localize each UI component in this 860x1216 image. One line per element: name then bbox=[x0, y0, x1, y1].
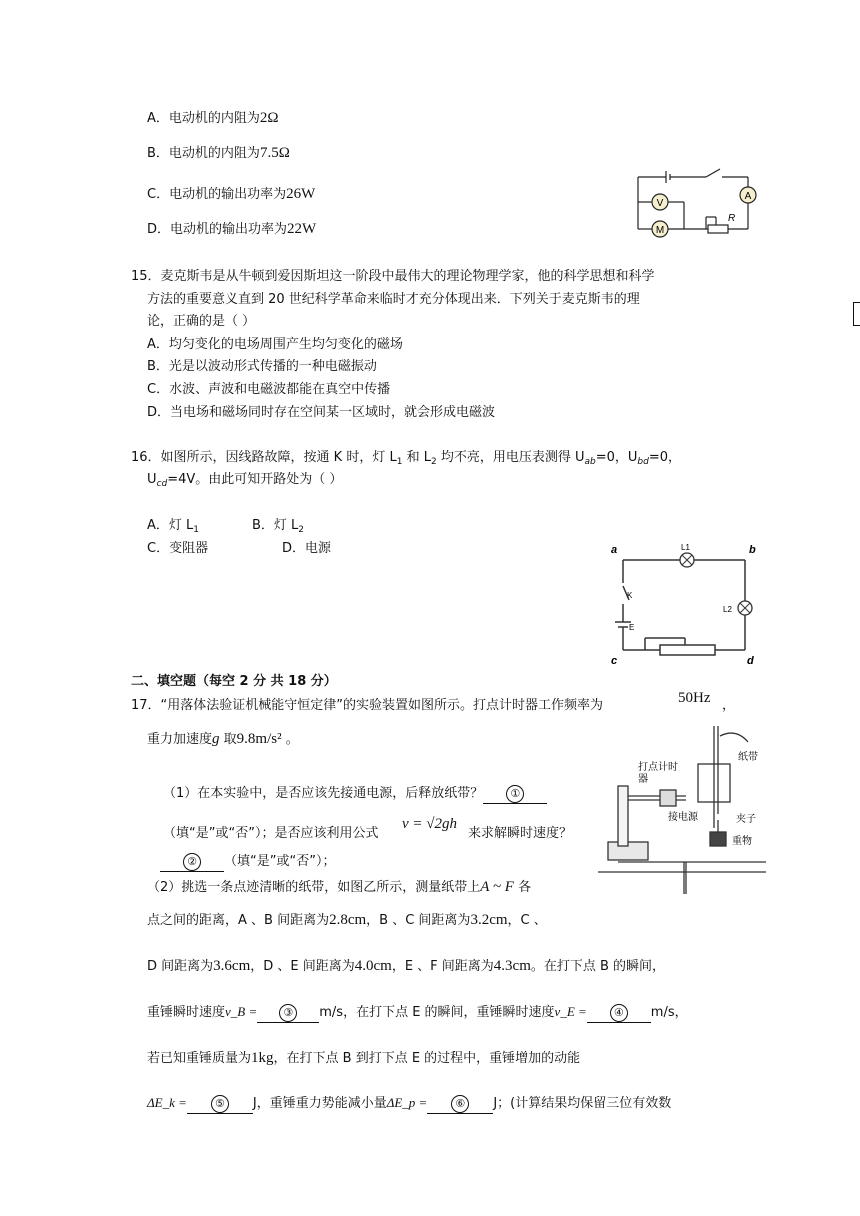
distance-bc: 3.2cm bbox=[470, 912, 508, 928]
subscript: ab bbox=[584, 457, 596, 467]
text: 重力加速度 bbox=[147, 732, 213, 747]
text: 均不亮，用电压表测得 U bbox=[436, 450, 585, 465]
text: ，C 、 bbox=[507, 913, 547, 928]
text: 。在打下点 B 的瞬间， bbox=[530, 959, 666, 974]
text: =0，U bbox=[595, 450, 638, 465]
q17-apparatus-figure bbox=[598, 724, 766, 896]
blank-number: ① bbox=[506, 785, 524, 803]
text: 各 bbox=[513, 880, 532, 895]
option-value: 26W bbox=[286, 186, 316, 202]
q15-option-b: B．光是以波动形式传播的一种电磁振动 bbox=[147, 359, 377, 374]
q17-part2-line-6 bbox=[147, 1092, 671, 1114]
symbol-delta-ek: ΔE_k = bbox=[147, 1095, 187, 1110]
q15-option-c: C．水波、声波和电磁波都能在真空中传播 bbox=[147, 382, 391, 397]
q16-option-a bbox=[147, 514, 199, 535]
text: ，在打下点 B 到打下点 E 的过程中，重锤增加的动能 bbox=[273, 1051, 581, 1066]
symbol-g: g bbox=[212, 731, 220, 747]
text: m/s， bbox=[650, 1005, 688, 1020]
option-value: 7.5Ω bbox=[259, 145, 290, 161]
text: =0， bbox=[648, 450, 682, 465]
gravity-value: 9.8m/s² bbox=[236, 731, 282, 747]
resistor-label: R bbox=[728, 213, 736, 224]
text: 若已知重锤质量为 bbox=[147, 1051, 252, 1066]
q17-stem-line-2 bbox=[147, 728, 299, 748]
q17-stem-line-1 bbox=[131, 694, 603, 713]
timer-label-2: 器 bbox=[638, 774, 648, 785]
symbol-delta-ep: ΔE_p = bbox=[386, 1095, 428, 1110]
text: 。 bbox=[281, 732, 299, 747]
mass-value: 1kg bbox=[251, 1050, 274, 1066]
q16-option-b bbox=[252, 514, 304, 535]
option-value: 2Ω bbox=[259, 110, 279, 126]
subscript: cd bbox=[156, 479, 168, 489]
q14-option-a bbox=[147, 107, 279, 127]
subscript: 1 bbox=[396, 457, 403, 467]
answer-blank-4[interactable] bbox=[587, 1004, 651, 1023]
answer-blank-2[interactable] bbox=[160, 853, 224, 872]
node-b-label: b bbox=[749, 544, 756, 556]
symbol-ve: v_E = bbox=[554, 1004, 587, 1019]
q17-part1-line-2-end: 来求解瞬时速度？ bbox=[468, 826, 573, 841]
answer-blank-1[interactable] bbox=[483, 785, 547, 804]
q17-part1-line-3 bbox=[160, 850, 335, 872]
clip-label: 夹子 bbox=[736, 814, 756, 825]
option-text: 电动机的内阻为 bbox=[168, 111, 260, 126]
subscript: 2 bbox=[430, 457, 437, 467]
option-letter: C． bbox=[147, 187, 170, 202]
node-a-label: a bbox=[611, 544, 618, 556]
q17-part2-line-3 bbox=[147, 955, 665, 975]
q15-option-d: D．当电场和磁场同时存在空间某一区域时，就会形成电磁波 bbox=[147, 405, 496, 420]
distance-ab: 2.8cm bbox=[329, 912, 367, 928]
option-letter: D． bbox=[147, 222, 171, 237]
text: A 、B 间距离为 bbox=[238, 913, 330, 928]
text: （1）在本实验中，是否应该先接通电源，后释放纸带？ bbox=[163, 786, 484, 801]
option-letter: A． bbox=[147, 111, 169, 126]
text: m/s，在打下点 E 的瞬间，重锤瞬时速度 bbox=[319, 1005, 555, 1020]
q17-formula: v = √2gh bbox=[402, 816, 458, 832]
q17-part2-line-4 bbox=[147, 1001, 688, 1023]
q17-part1-line-1 bbox=[163, 782, 547, 804]
subscript: 1 bbox=[193, 525, 200, 535]
q17-comma: ， bbox=[722, 698, 736, 713]
section-title-fill-blank: 二、填空题（每空 2 分 共 18 分） bbox=[131, 674, 337, 689]
text: 重锤瞬时速度 bbox=[147, 1005, 226, 1020]
option-text: 电动机的内阻为 bbox=[168, 146, 260, 161]
answer-blank-6[interactable] bbox=[427, 1095, 493, 1114]
q16-option-c: C．变阻器 bbox=[147, 541, 209, 556]
q14-option-d bbox=[147, 218, 316, 238]
motor-label: M bbox=[655, 225, 665, 236]
option-text: 电动机的输出功率为 bbox=[169, 187, 287, 202]
q16-stem-line-1 bbox=[131, 446, 681, 467]
text: D 间距离为 bbox=[147, 959, 214, 974]
q14-circuit-diagram bbox=[630, 165, 765, 243]
node-d-label: d bbox=[747, 655, 754, 666]
tape-label: 纸带 bbox=[738, 752, 758, 763]
q17-frequency: 50Hz bbox=[678, 690, 711, 706]
weight-label: 重物 bbox=[732, 836, 752, 847]
blank-number: ② bbox=[183, 853, 201, 871]
node-c-label: c bbox=[611, 655, 618, 666]
text: 点之间的距离， bbox=[147, 913, 239, 928]
option-letter: B． bbox=[147, 146, 169, 161]
subscript: 2 bbox=[298, 525, 305, 535]
text: U bbox=[147, 472, 157, 487]
distance-de: 4.0cm bbox=[354, 958, 392, 974]
ammeter-label: A bbox=[744, 191, 752, 202]
text: 17．“用落体法验证机械能守恒定律”的实验装置如图所示。打点计时器工作频率为 bbox=[131, 698, 604, 713]
text: （填“是”或“否”）；是否应该利用公式 bbox=[163, 826, 379, 841]
q16-option-d: D．电源 bbox=[282, 541, 332, 556]
text: （2）挑选一条点迹清晰的纸带，如图乙所示，测量纸带上 bbox=[147, 880, 481, 895]
text: J；(计算结果均保留三位有效数 bbox=[493, 1096, 672, 1111]
switch-k-label: K bbox=[627, 591, 633, 600]
blank-number: ③ bbox=[279, 1004, 297, 1022]
source-e-label: E bbox=[629, 623, 635, 632]
text: ，E 、F 间距离为 bbox=[391, 959, 494, 974]
text: B．灯 L bbox=[252, 518, 299, 533]
option-text: 电动机的输出功率为 bbox=[170, 222, 288, 237]
q17-part1-line-2 bbox=[163, 822, 378, 841]
q15-stem-line-2: 方法的重要意义直到 20 世纪科学革命来临时才充分体现出来．下列关于麦克斯韦的理 bbox=[147, 292, 640, 307]
timer-label: 打点计时 bbox=[638, 762, 678, 773]
text: ，D 、E 间距离为 bbox=[250, 959, 355, 974]
blank-number: ⑥ bbox=[451, 1095, 469, 1113]
answer-blank-3[interactable] bbox=[257, 1004, 319, 1023]
answer-blank-5[interactable] bbox=[187, 1095, 253, 1114]
q17-part2-line-5 bbox=[147, 1047, 580, 1067]
blank-number: ④ bbox=[610, 1004, 628, 1022]
page-edge-mark bbox=[853, 302, 860, 326]
distance-ef: 4.3cm bbox=[493, 958, 531, 974]
symbol-vb: v_B = bbox=[225, 1004, 258, 1019]
q15-option-a: A．均匀变化的电场周围产生均匀变化的磁场 bbox=[147, 337, 403, 352]
text: （填“是”或“否”）； bbox=[224, 854, 336, 869]
power-label: 接电源 bbox=[668, 812, 698, 823]
text: 16．如图所示，因线路故障，按通 K 时，灯 L bbox=[131, 450, 397, 465]
text: A．灯 L bbox=[147, 518, 194, 533]
text: J，重锤重力势能减小量 bbox=[252, 1096, 387, 1111]
symbol-a-to-f: A ~ F bbox=[480, 879, 514, 895]
blank-number: ⑤ bbox=[211, 1095, 229, 1113]
q17-part2-line-1 bbox=[147, 876, 531, 896]
text: ，B 、C 间距离为 bbox=[366, 913, 471, 928]
subscript: bd bbox=[637, 457, 649, 467]
q15-stem-line-3: 论，正确的是（ ） bbox=[147, 314, 256, 329]
q14-option-b bbox=[147, 142, 290, 162]
q16-stem-line-2 bbox=[147, 468, 342, 489]
text: 和 L bbox=[402, 450, 431, 465]
q17-part2-line-2 bbox=[147, 909, 547, 929]
q15-stem-line-1: 15．麦克斯韦是从牛顿到爱因斯坦这一阶段中最伟大的理论物理学家，他的科学思想和科学 bbox=[131, 269, 655, 284]
lamp-l1-label: L1 bbox=[681, 543, 690, 552]
text: 取 bbox=[219, 732, 237, 747]
distance-cd: 3.6cm bbox=[213, 958, 251, 974]
voltmeter-label: V bbox=[656, 198, 664, 209]
option-value: 22W bbox=[287, 221, 317, 237]
text: =4V。由此可知开路处为（ ） bbox=[167, 472, 343, 487]
q16-circuit-diagram bbox=[605, 538, 765, 666]
q14-option-c bbox=[147, 183, 315, 203]
lamp-l2-label: L2 bbox=[723, 605, 732, 614]
